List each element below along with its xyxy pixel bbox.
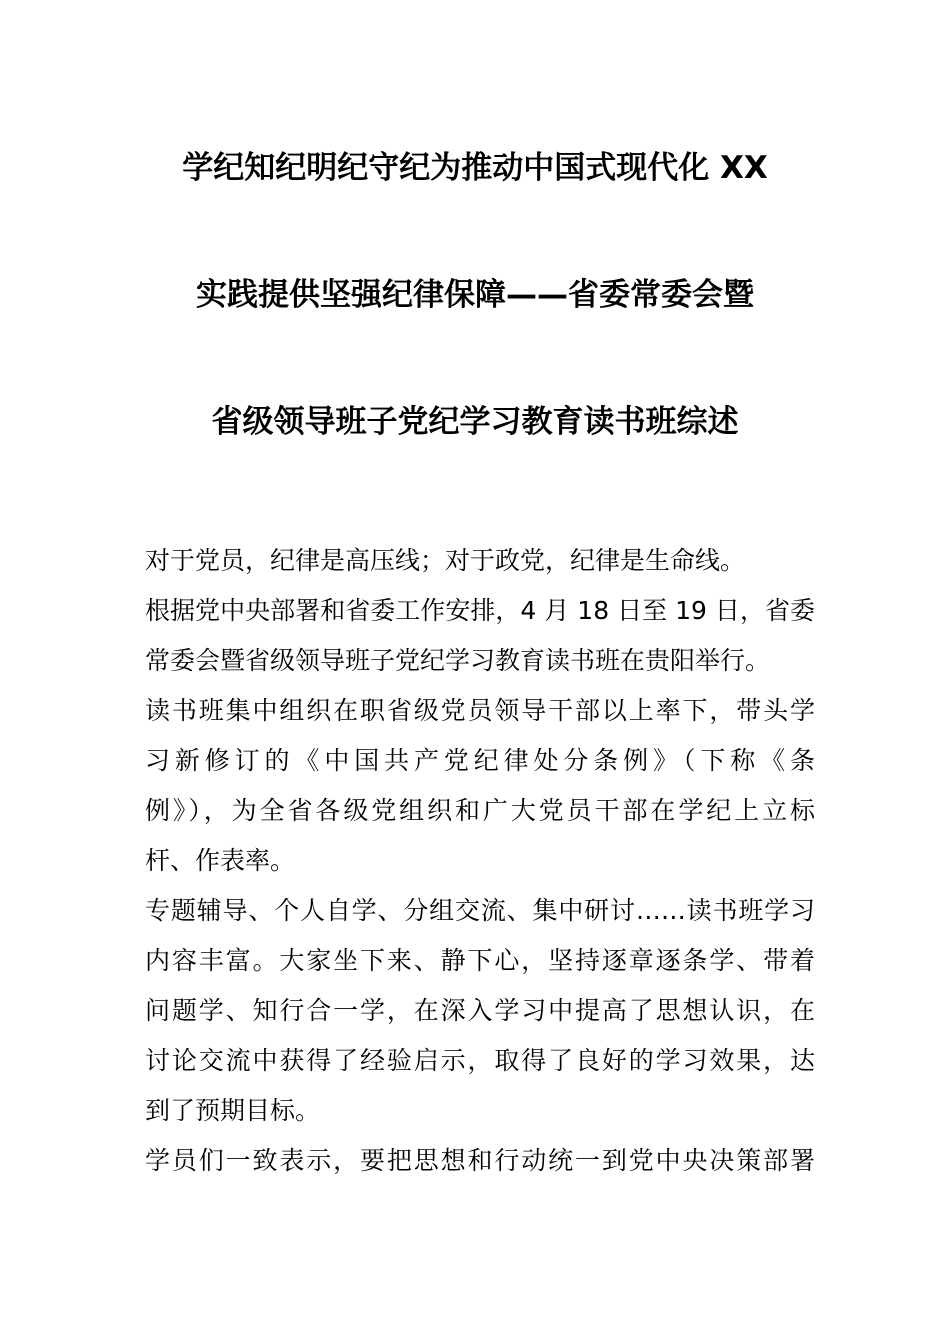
body-line-10: 问题学、知行合一学，在深入学习中提高了思想认识，在	[145, 996, 815, 1025]
body-line-4: 读书班集中组织在职省级党员领导干部以上率下，带头学	[145, 696, 815, 725]
title-line-3: 省级领导班子党纪学习教育读书班综述	[211, 404, 739, 440]
body-line-8: 专题辅导、个人自学、分组交流、集中研讨……读书班学习	[145, 896, 815, 925]
body-line-2: 根据党中央部署和省委工作安排，4 月 18 日至 19 日，省委	[145, 596, 815, 625]
document-body	[145, 536, 815, 1186]
body-line-9: 内容丰富。大家坐下来、静下心，坚持逐章逐条学、带着	[145, 946, 815, 975]
body-line-12: 到了预期目标。	[145, 1096, 321, 1125]
body-line-3: 常委会暨省级领导班子党纪学习教育读书班在贵阳举行。	[145, 646, 771, 675]
document-title	[150, 148, 800, 442]
title-line-1: 学纪知纪明纪守纪为推动中国式现代化 XX	[182, 150, 768, 186]
title-line-2: 实践提供坚强纪律保障——省委常委会暨	[196, 277, 754, 313]
body-line-13: 学员们一致表示，要把思想和行动统一到党中央决策部署	[145, 1146, 815, 1175]
body-line-5: 习新修订的《中国共产党纪律处分条例》（下称《条	[145, 746, 815, 775]
body-line-1: 对于党员，纪律是高压线；对于政党，纪律是生命线。	[145, 546, 746, 575]
body-line-11: 讨论交流中获得了经验启示，取得了良好的学习效果，达	[145, 1046, 815, 1075]
body-line-6: 例》），为全省各级党组织和广大党员干部在学纪上立标	[145, 796, 815, 825]
body-line-7: 杆、作表率。	[145, 846, 296, 875]
